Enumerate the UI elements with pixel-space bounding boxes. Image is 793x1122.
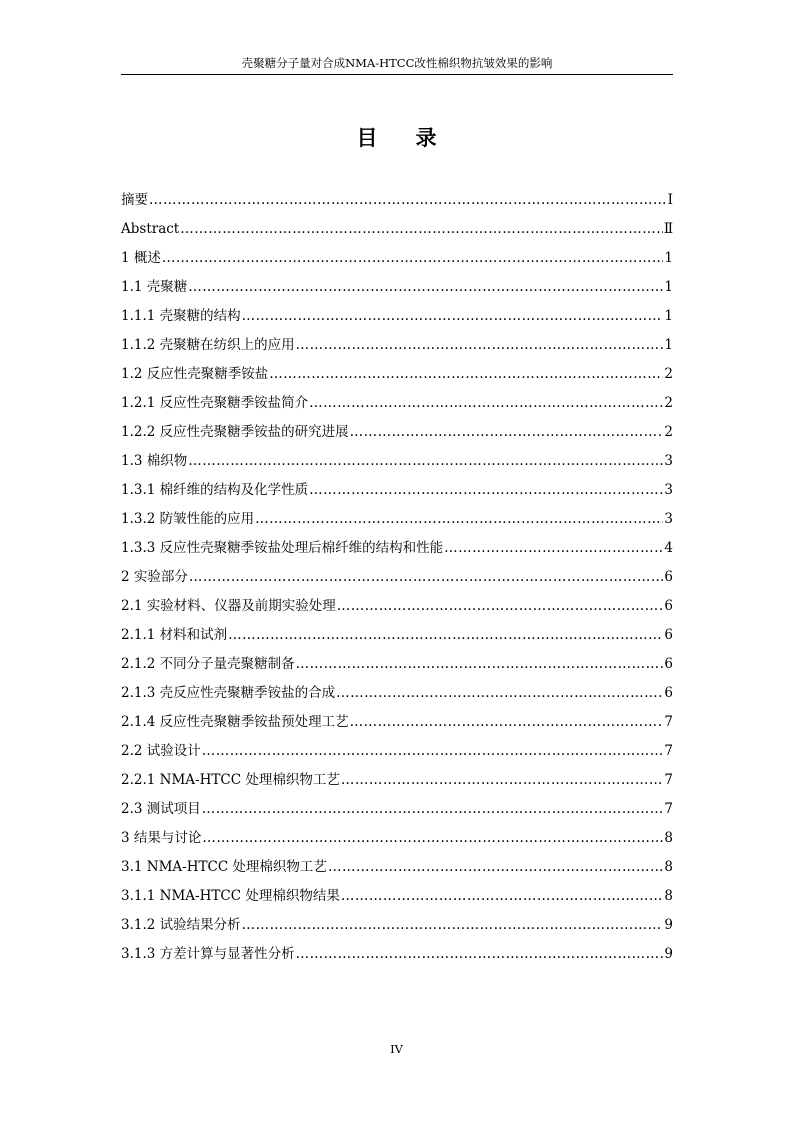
toc-dot-leader (242, 302, 664, 331)
toc-entry-page: 2 (664, 424, 673, 440)
toc-entry[interactable] (121, 563, 673, 592)
toc-entry[interactable] (121, 708, 673, 737)
toc-entry-page: 7 (664, 772, 673, 788)
toc-entry-label: 1 概述 (121, 250, 161, 266)
toc-entry-page: 3 (664, 453, 673, 469)
toc-dot-leader (149, 186, 667, 215)
toc-entry-page: 8 (664, 888, 673, 904)
toc-dot-leader (180, 215, 663, 244)
toc-entry-page: 2 (664, 395, 673, 411)
page-number: IV (390, 1042, 403, 1056)
toc-entry-page: 1 (664, 337, 673, 353)
toc-entry-label: 3.1.2 试验结果分析 (121, 917, 241, 933)
toc-entry-page: 1 (664, 250, 673, 266)
toc-dot-leader (350, 708, 664, 737)
toc-entry-label: 1.2.2 反应性壳聚糖季铵盐的研究进展 (121, 424, 349, 440)
toc-entry-label: 1.3 棉织物 (121, 453, 188, 469)
toc-entry-page: 6 (664, 627, 673, 643)
toc-entry-page: 6 (664, 569, 673, 585)
toc-entry-label: 3.1.3 方差计算与显著性分析 (121, 946, 295, 962)
toc-dot-leader (242, 911, 664, 940)
toc-dot-leader (202, 795, 664, 824)
toc-dot-leader (228, 621, 663, 650)
toc-entry-label: 1.3.2 防皱性能的应用 (121, 511, 255, 527)
toc-entry-page: 1 (664, 279, 673, 295)
toc-entry[interactable] (121, 273, 673, 302)
toc-dot-leader (202, 737, 664, 766)
toc-entry[interactable] (121, 360, 673, 389)
toc-entry-page: 2 (664, 366, 673, 382)
toc-entry-page: 7 (664, 743, 673, 759)
toc-dot-leader (336, 679, 663, 708)
toc-entry[interactable] (121, 389, 673, 418)
toc-entry-page: Ⅱ (663, 221, 673, 237)
toc-dot-leader (328, 853, 663, 882)
toc-entry[interactable] (121, 302, 673, 331)
toc-entry[interactable] (121, 766, 673, 795)
toc-dot-leader (189, 563, 664, 592)
toc-entry[interactable] (121, 418, 673, 447)
toc-dot-leader (296, 650, 664, 679)
toc-entry-label: 2.1.3 壳反应性壳聚糖季铵盐的合成 (121, 685, 336, 701)
running-header: 壳聚糖分子量对合成NMA-HTCC改性棉织物抗皱效果的影响 (241, 56, 553, 70)
toc-entry-page: Ⅰ (667, 192, 673, 208)
toc-entry[interactable] (121, 940, 673, 969)
toc-entry-page: 9 (664, 917, 673, 933)
toc-entry-label: 2.2 试验设计 (121, 743, 201, 759)
toc-entry-page: 7 (664, 801, 673, 817)
toc-dot-leader (188, 447, 663, 476)
toc-entry[interactable] (121, 911, 673, 940)
toc-dot-leader (309, 476, 663, 505)
toc-entry[interactable] (121, 679, 673, 708)
toc-dot-leader (269, 360, 663, 389)
toc-entry-page: 6 (664, 685, 673, 701)
toc-entry-label: 3.1.1 NMA-HTCC 处理棉织物结果 (121, 888, 340, 904)
toc-entry[interactable] (121, 824, 673, 853)
toc-entry-page: 6 (664, 598, 673, 614)
toc-dot-leader (202, 824, 663, 853)
toc-entry-label: 1.1 壳聚糖 (121, 279, 188, 295)
toc-entry[interactable] (121, 592, 673, 621)
toc-entry[interactable] (121, 621, 673, 650)
toc-entry-label: 1.1.2 壳聚糖在纺织上的应用 (121, 337, 295, 353)
toc-entry-label: 1.2.1 反应性壳聚糖季铵盐简介 (121, 395, 309, 411)
toc-entry[interactable] (121, 331, 673, 360)
toc-dot-leader (162, 244, 664, 273)
toc-entry[interactable] (121, 853, 673, 882)
toc-entry-page: 6 (664, 656, 673, 672)
toc-entry-page: 4 (664, 540, 673, 556)
toc-entry-page: 3 (664, 511, 673, 527)
toc-dot-leader (255, 505, 663, 534)
toc-entry-label: 2.1.2 不同分子量壳聚糖制备 (121, 656, 295, 672)
toc-entry-label: 2.1.4 反应性壳聚糖季铵盐预处理工艺 (121, 714, 349, 730)
toc-entry-label: 2.1.1 材料和试剂 (121, 627, 228, 643)
page-title: 目录 (356, 125, 475, 150)
table-of-contents (121, 186, 673, 969)
toc-entry[interactable] (121, 534, 673, 563)
toc-entry[interactable] (121, 476, 673, 505)
toc-entry-label: 摘要 (121, 192, 148, 208)
toc-entry-label: 2.3 测试项目 (121, 801, 201, 817)
toc-entry-label: 2 实验部分 (121, 569, 188, 585)
toc-entry-page: 3 (664, 482, 673, 498)
toc-entry[interactable] (121, 737, 673, 766)
toc-entry[interactable] (121, 215, 673, 244)
toc-dot-leader (188, 273, 663, 302)
toc-entry-page: 9 (664, 946, 673, 962)
toc-entry[interactable] (121, 447, 673, 476)
toc-dot-leader (309, 389, 663, 418)
toc-entry-label: 3 结果与讨论 (121, 830, 202, 846)
toc-entry[interactable] (121, 186, 673, 215)
toc-entry-label: 1.3.1 棉纤维的结构及化学性质 (121, 482, 309, 498)
toc-entry-label: 1.1.1 壳聚糖的结构 (121, 308, 241, 324)
toc-entry-label: 2.2.1 NMA-HTCC 处理棉织物工艺 (121, 772, 340, 788)
toc-dot-leader (337, 592, 664, 621)
toc-entry-label: Abstract (121, 221, 180, 237)
toc-entry-page: 1 (664, 308, 673, 324)
toc-entry[interactable] (121, 795, 673, 824)
toc-entry[interactable] (121, 505, 673, 534)
header-divider (121, 74, 673, 75)
toc-entry-page: 8 (664, 859, 673, 875)
toc-entry-label: 2.1 实验材料、仪器及前期实验处理 (121, 598, 336, 614)
toc-entry-page: 8 (664, 830, 673, 846)
toc-dot-leader (444, 534, 663, 563)
toc-dot-leader (350, 418, 664, 447)
toc-entry[interactable] (121, 882, 673, 911)
toc-entry[interactable] (121, 650, 673, 679)
toc-entry[interactable] (121, 244, 673, 273)
toc-dot-leader (341, 766, 664, 795)
toc-entry-label: 1.2 反应性壳聚糖季铵盐 (121, 366, 269, 382)
toc-entry-page: 7 (664, 714, 673, 730)
toc-entry-label: 1.3.3 反应性壳聚糖季铵盐处理后棉纤维的结构和性能 (121, 540, 444, 556)
toc-entry-label: 3.1 NMA-HTCC 处理棉织物工艺 (121, 859, 327, 875)
toc-dot-leader (296, 940, 664, 969)
toc-dot-leader (296, 331, 664, 360)
toc-dot-leader (341, 882, 664, 911)
